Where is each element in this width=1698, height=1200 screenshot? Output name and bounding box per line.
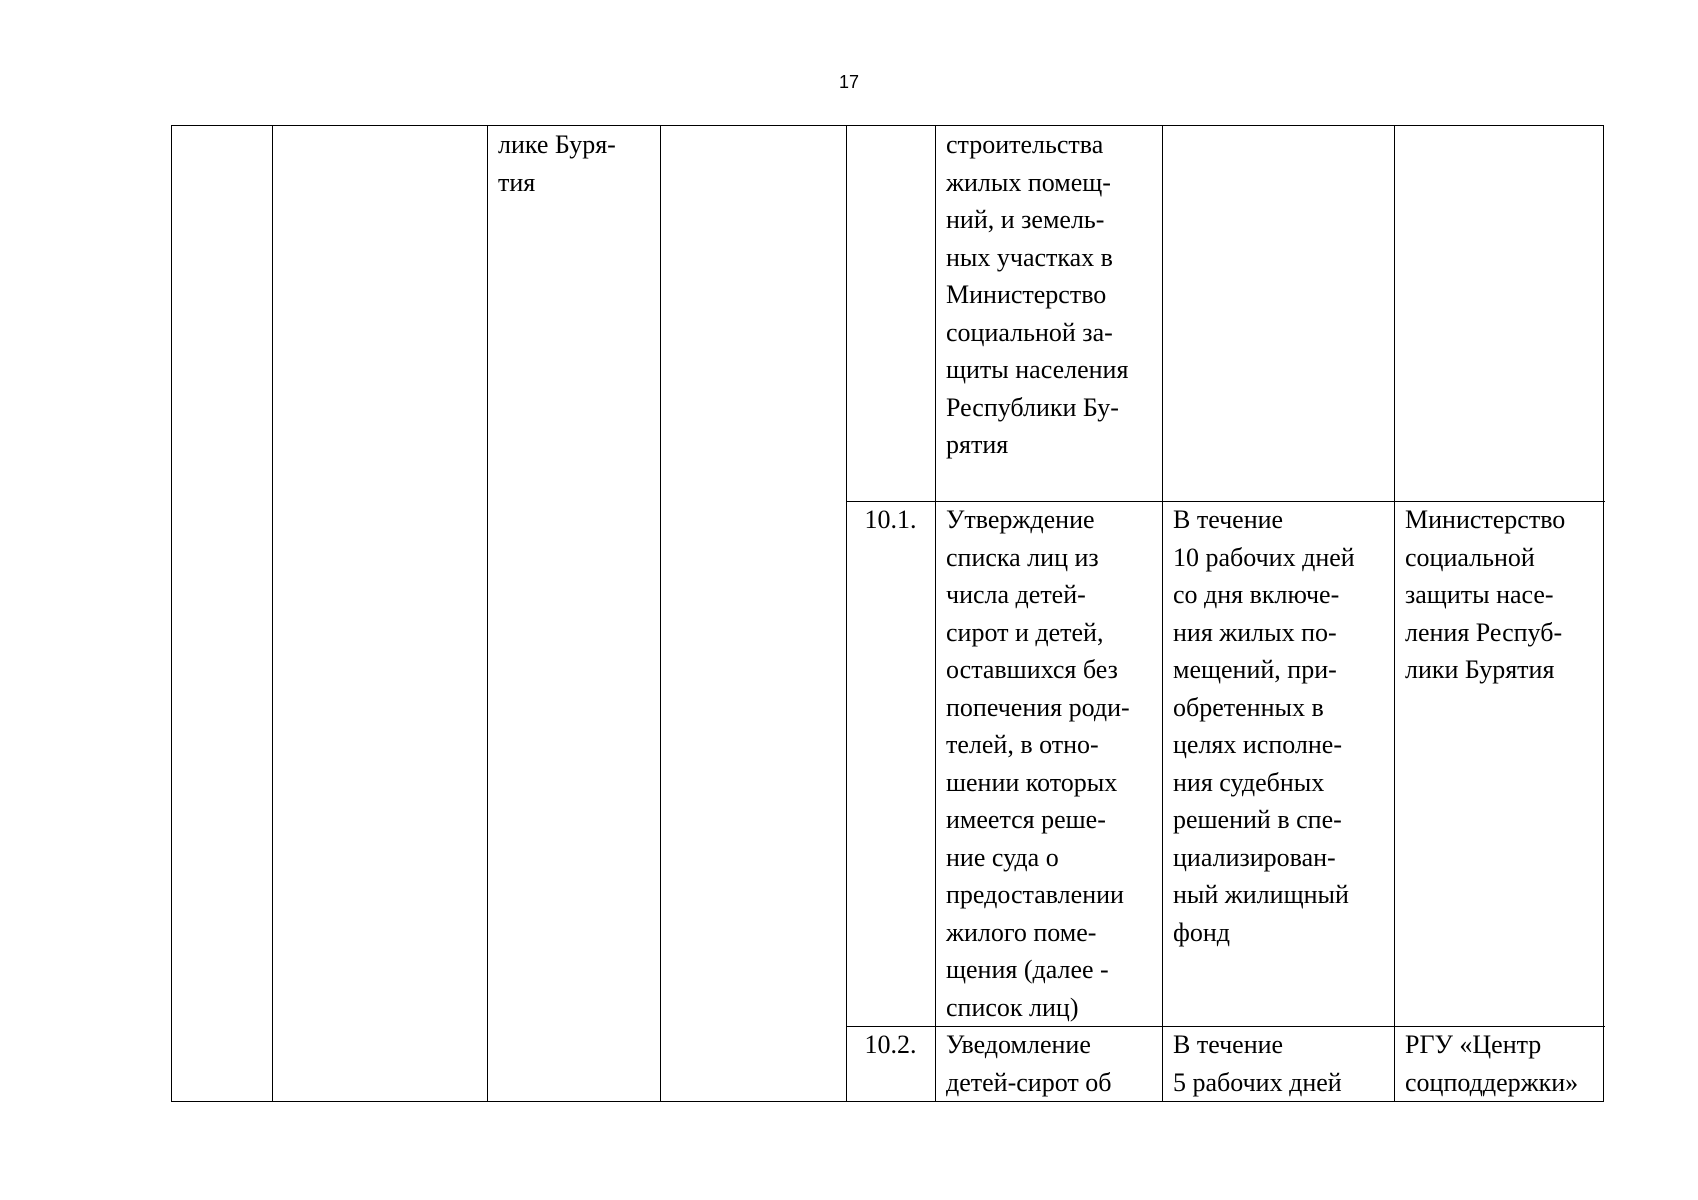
row-description: Утверждение списка лиц из числа детей- сирот и детей, оставшихся без попечения роди- телей, в отно- шении которых имеется реше- ние суда о предоставлении жилого поме- щения (далее - список лиц)	[946, 505, 1130, 1022]
row-description: Уведомление детей-сирот об	[946, 1030, 1112, 1097]
column-border	[846, 126, 847, 1101]
page-number: 17	[838, 72, 860, 92]
column-border	[272, 126, 273, 1101]
column-border	[487, 126, 488, 1101]
row-number: 10.1.	[864, 505, 917, 534]
row-responsible: РГУ «Центр соцподдержки»	[1405, 1030, 1579, 1097]
document-table	[171, 125, 1604, 1102]
row-deadline: В течение 10 рабочих дней со дня включе- ния жилых по- мещений, при- обретенных в целях исполне- ния судебных решений в спе- циализирован- ный жилищный фонд	[1173, 505, 1355, 947]
column3-continuation-text: лике Буря- тия	[498, 130, 616, 197]
column-border	[660, 126, 661, 1101]
row-top-description: строительства жилых помещ- ний, и земель- ных участках в Министерство социальной за- щиты населения Республики Бу- рятия	[946, 130, 1129, 459]
row-deadline: В течение 5 рабочих дней	[1173, 1030, 1342, 1097]
row-responsible: Министерство социальной защиты насе- ления Респуб- лики Бурятия	[1405, 505, 1566, 684]
row-number: 10.2.	[864, 1030, 917, 1059]
